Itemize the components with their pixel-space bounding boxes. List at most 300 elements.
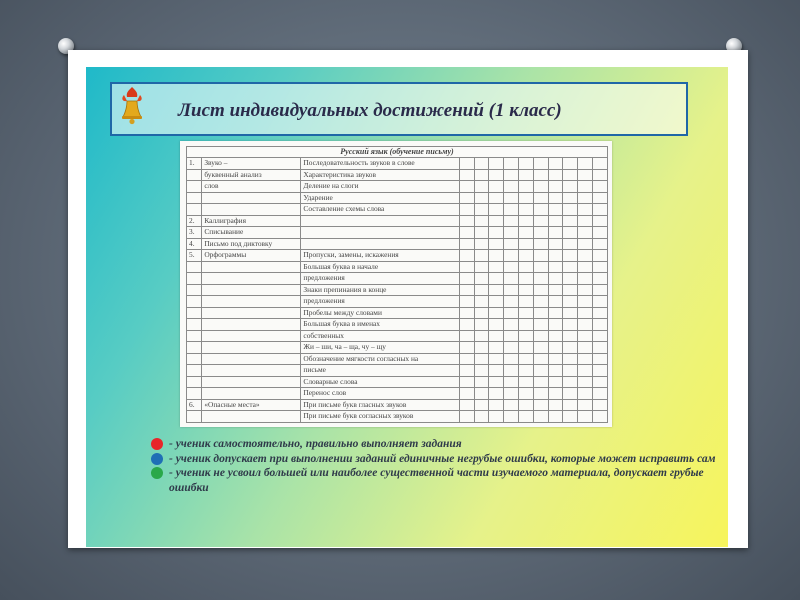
mark-cell <box>459 388 474 400</box>
mark-cell <box>533 411 548 423</box>
mark-cell <box>459 365 474 377</box>
table-row <box>187 261 608 273</box>
mark-cell <box>593 181 608 193</box>
table-row <box>187 388 608 400</box>
row-section <box>202 192 301 204</box>
mark-cell <box>474 388 489 400</box>
mark-cell <box>593 215 608 227</box>
mark-cell <box>489 399 504 411</box>
mark-cell <box>519 284 534 296</box>
row-item: При письме букв гласных звуков <box>301 399 459 411</box>
mark-cell <box>459 342 474 354</box>
mark-cell <box>548 181 563 193</box>
mark-cell <box>459 330 474 342</box>
mark-cell <box>548 250 563 262</box>
mark-cell <box>504 399 519 411</box>
row-number: 2. <box>187 215 202 227</box>
mark-cell <box>533 353 548 365</box>
mark-cell <box>459 192 474 204</box>
table-row <box>187 238 608 250</box>
mark-cell <box>533 192 548 204</box>
mark-cell <box>519 238 534 250</box>
mark-cell <box>504 215 519 227</box>
mark-cell <box>474 376 489 388</box>
legend-item-red <box>147 437 717 452</box>
mark-cell <box>474 169 489 181</box>
mark-cell <box>504 342 519 354</box>
row-number <box>187 296 202 308</box>
mark-cell <box>459 169 474 181</box>
row-number <box>187 365 202 377</box>
mark-cell <box>474 342 489 354</box>
row-number: 3. <box>187 227 202 239</box>
mark-cell <box>593 353 608 365</box>
mark-cell <box>578 238 593 250</box>
mark-cell <box>489 204 504 216</box>
mark-cell <box>578 192 593 204</box>
mark-cell <box>504 169 519 181</box>
table-row <box>187 215 608 227</box>
legend-item-blue <box>147 452 717 467</box>
mark-cell <box>474 158 489 170</box>
mark-cell <box>504 158 519 170</box>
mark-cell <box>474 192 489 204</box>
table-row <box>187 399 608 411</box>
row-number <box>187 307 202 319</box>
mark-cell <box>519 376 534 388</box>
mark-cell <box>489 227 504 239</box>
mark-cell <box>489 158 504 170</box>
table-row <box>187 365 608 377</box>
mark-cell <box>533 158 548 170</box>
mark-cell <box>548 330 563 342</box>
mark-cell <box>593 238 608 250</box>
mark-cell <box>533 307 548 319</box>
mark-cell <box>519 204 534 216</box>
mark-cell <box>593 158 608 170</box>
mark-cell <box>459 181 474 193</box>
row-section <box>202 261 301 273</box>
mark-cell <box>489 411 504 423</box>
mark-cell <box>519 215 534 227</box>
mark-cell <box>533 169 548 181</box>
row-number: 1. <box>187 158 202 170</box>
mark-cell <box>593 411 608 423</box>
mark-cell <box>578 227 593 239</box>
mark-cell <box>563 319 578 331</box>
mark-cell <box>563 215 578 227</box>
mark-cell <box>548 342 563 354</box>
mark-cell <box>459 215 474 227</box>
row-section <box>202 330 301 342</box>
mark-cell <box>563 158 578 170</box>
mark-cell <box>563 227 578 239</box>
mark-cell <box>578 365 593 377</box>
mark-cell <box>474 284 489 296</box>
mark-cell <box>578 181 593 193</box>
mark-cell <box>504 307 519 319</box>
row-item: предложения <box>301 273 459 285</box>
mark-cell <box>533 181 548 193</box>
mark-cell <box>533 227 548 239</box>
mark-cell <box>504 238 519 250</box>
mark-cell <box>519 342 534 354</box>
table-row <box>187 227 608 239</box>
row-item: Большая буква в начале <box>301 261 459 273</box>
table-row <box>187 319 608 331</box>
row-item: предложения <box>301 296 459 308</box>
row-section <box>202 365 301 377</box>
row-item: Деление на слоги <box>301 181 459 193</box>
mark-cell <box>563 296 578 308</box>
mark-cell <box>533 296 548 308</box>
row-number <box>187 388 202 400</box>
mark-cell <box>533 342 548 354</box>
mark-cell <box>533 204 548 216</box>
row-number <box>187 319 202 331</box>
mark-cell <box>504 388 519 400</box>
mark-cell <box>548 215 563 227</box>
mark-cell <box>593 296 608 308</box>
legend-text: - ученик не усвоил большей или наиболее существенной части изучаемого материала, допускает грубые ошибки <box>169 467 704 494</box>
row-number <box>187 284 202 296</box>
school-bell-icon <box>119 85 145 125</box>
row-item: Последовательность звуков в слове <box>301 158 459 170</box>
mark-cell <box>548 238 563 250</box>
mark-cell <box>533 250 548 262</box>
table-row <box>187 307 608 319</box>
row-item: Ударение <box>301 192 459 204</box>
row-number <box>187 181 202 193</box>
mark-cell <box>474 181 489 193</box>
row-section <box>202 319 301 331</box>
row-section: слов <box>202 181 301 193</box>
mark-cell <box>578 319 593 331</box>
mark-cell <box>578 330 593 342</box>
mark-cell <box>548 399 563 411</box>
mark-cell <box>489 388 504 400</box>
mark-cell <box>474 307 489 319</box>
mark-cell <box>489 376 504 388</box>
legend <box>147 437 717 495</box>
blue-circle-icon <box>151 453 163 465</box>
mark-cell <box>504 273 519 285</box>
mark-cell <box>563 192 578 204</box>
mark-cell <box>593 284 608 296</box>
mark-cell <box>548 411 563 423</box>
mark-cell <box>578 215 593 227</box>
mark-cell <box>519 261 534 273</box>
mark-cell <box>459 296 474 308</box>
red-circle-icon <box>151 438 163 450</box>
mark-cell <box>548 227 563 239</box>
mark-cell <box>578 399 593 411</box>
mark-cell <box>504 181 519 193</box>
mark-cell <box>533 388 548 400</box>
mark-cell <box>548 376 563 388</box>
mark-cell <box>504 296 519 308</box>
row-item: Жи – ши, ча – ща, чу – щу <box>301 342 459 354</box>
mark-cell <box>593 169 608 181</box>
mark-cell <box>578 342 593 354</box>
table-row <box>187 273 608 285</box>
row-section: Каллиграфия <box>202 215 301 227</box>
row-section <box>202 411 301 423</box>
mark-cell <box>578 388 593 400</box>
mark-cell <box>489 181 504 193</box>
row-item: Характеристика звуков <box>301 169 459 181</box>
green-circle-icon <box>151 467 163 479</box>
mark-cell <box>593 227 608 239</box>
achievement-table <box>186 146 608 423</box>
mark-cell <box>474 215 489 227</box>
mark-cell <box>563 169 578 181</box>
mark-cell <box>563 284 578 296</box>
mark-cell <box>563 307 578 319</box>
mark-cell <box>489 342 504 354</box>
mark-cell <box>474 353 489 365</box>
mark-cell <box>489 169 504 181</box>
mark-cell <box>563 330 578 342</box>
mark-cell <box>519 227 534 239</box>
table-header: Русский язык (обучение письму) <box>187 147 608 158</box>
row-item: собственных <box>301 330 459 342</box>
mark-cell <box>474 399 489 411</box>
mark-cell <box>578 273 593 285</box>
mark-cell <box>533 273 548 285</box>
table-row <box>187 169 608 181</box>
row-section <box>202 388 301 400</box>
mark-cell <box>593 307 608 319</box>
mark-cell <box>578 250 593 262</box>
mark-cell <box>578 169 593 181</box>
mark-cell <box>519 181 534 193</box>
mark-cell <box>489 273 504 285</box>
row-section: Орфограммы <box>202 250 301 262</box>
row-number: 4. <box>187 238 202 250</box>
mark-cell <box>474 227 489 239</box>
table-row <box>187 181 608 193</box>
mark-cell <box>459 227 474 239</box>
mark-cell <box>459 238 474 250</box>
mark-cell <box>578 307 593 319</box>
page-title: Лист индивидуальных достижений (1 класс) <box>178 100 562 121</box>
mark-cell <box>593 376 608 388</box>
mark-cell <box>548 296 563 308</box>
mark-cell <box>533 399 548 411</box>
mark-cell <box>563 238 578 250</box>
mark-cell <box>519 192 534 204</box>
mark-cell <box>474 296 489 308</box>
mark-cell <box>578 353 593 365</box>
mark-cell <box>504 365 519 377</box>
mark-cell <box>489 307 504 319</box>
mark-cell <box>548 319 563 331</box>
row-section: буквенный анализ <box>202 169 301 181</box>
row-number <box>187 330 202 342</box>
mark-cell <box>578 204 593 216</box>
row-section: Звуко – <box>202 158 301 170</box>
mark-cell <box>504 319 519 331</box>
mark-cell <box>519 388 534 400</box>
table-row <box>187 376 608 388</box>
mark-cell <box>459 319 474 331</box>
row-number <box>187 342 202 354</box>
row-section <box>202 296 301 308</box>
row-item <box>301 227 459 239</box>
mark-cell <box>459 307 474 319</box>
row-section <box>202 342 301 354</box>
mark-cell <box>459 411 474 423</box>
row-section <box>202 284 301 296</box>
mark-cell <box>489 330 504 342</box>
mark-cell <box>548 365 563 377</box>
mark-cell <box>489 319 504 331</box>
table-row <box>187 411 608 423</box>
mark-cell <box>578 284 593 296</box>
mark-cell <box>474 204 489 216</box>
row-number <box>187 273 202 285</box>
mark-cell <box>504 204 519 216</box>
table-header-row <box>187 147 608 158</box>
row-item <box>301 238 459 250</box>
legend-item-green <box>147 466 717 495</box>
mark-cell <box>593 261 608 273</box>
mark-cell <box>548 307 563 319</box>
row-item: Пробелы между словами <box>301 307 459 319</box>
mark-cell <box>489 284 504 296</box>
mark-cell <box>593 204 608 216</box>
row-section <box>202 204 301 216</box>
mark-cell <box>519 273 534 285</box>
table-row <box>187 158 608 170</box>
mark-cell <box>533 238 548 250</box>
mark-cell <box>593 399 608 411</box>
legend-text: - ученик самостоятельно, правильно выполняет задания <box>169 438 462 450</box>
mark-cell <box>504 192 519 204</box>
row-item: Большая буква в именах <box>301 319 459 331</box>
mark-cell <box>504 227 519 239</box>
row-number <box>187 411 202 423</box>
mark-cell <box>489 250 504 262</box>
table-row <box>187 296 608 308</box>
mark-cell <box>504 376 519 388</box>
mark-cell <box>533 319 548 331</box>
mark-cell <box>563 250 578 262</box>
mark-cell <box>563 273 578 285</box>
mark-cell <box>489 261 504 273</box>
row-section <box>202 376 301 388</box>
row-number <box>187 261 202 273</box>
row-number <box>187 353 202 365</box>
mark-cell <box>459 250 474 262</box>
legend-text: - ученик допускает при выполнении заданий единичные негрубые ошибки, которые может исправить сам <box>169 452 716 465</box>
mark-cell <box>593 365 608 377</box>
mark-cell <box>489 296 504 308</box>
row-section <box>202 273 301 285</box>
mark-cell <box>519 319 534 331</box>
mark-cell <box>459 376 474 388</box>
mark-cell <box>459 261 474 273</box>
mark-cell <box>578 158 593 170</box>
mark-cell <box>593 330 608 342</box>
row-item: Обозначение мягкости согласных на <box>301 353 459 365</box>
mark-cell <box>489 238 504 250</box>
mark-cell <box>519 411 534 423</box>
row-item: Составление схемы слова <box>301 204 459 216</box>
mark-cell <box>563 388 578 400</box>
row-number <box>187 204 202 216</box>
mark-cell <box>504 411 519 423</box>
row-item <box>301 215 459 227</box>
mark-cell <box>459 284 474 296</box>
mark-cell <box>578 376 593 388</box>
table-row <box>187 192 608 204</box>
mark-cell <box>519 169 534 181</box>
row-item: При письме букв согласных звуков <box>301 411 459 423</box>
mark-cell <box>593 273 608 285</box>
row-number <box>187 376 202 388</box>
table-row <box>187 330 608 342</box>
row-section <box>202 307 301 319</box>
mark-cell <box>459 399 474 411</box>
mark-cell <box>593 388 608 400</box>
mark-cell <box>593 192 608 204</box>
table-row <box>187 204 608 216</box>
mark-cell <box>519 365 534 377</box>
mark-cell <box>519 296 534 308</box>
mark-cell <box>563 365 578 377</box>
mark-cell <box>578 261 593 273</box>
mark-cell <box>548 388 563 400</box>
mark-cell <box>474 319 489 331</box>
mark-cell <box>563 353 578 365</box>
mark-cell <box>563 261 578 273</box>
row-number: 5. <box>187 250 202 262</box>
mark-cell <box>548 261 563 273</box>
mark-cell <box>489 215 504 227</box>
mark-cell <box>563 399 578 411</box>
row-item: Знаки препинания в конце <box>301 284 459 296</box>
mark-cell <box>578 411 593 423</box>
row-section: Списывание <box>202 227 301 239</box>
mark-cell <box>474 330 489 342</box>
mark-cell <box>548 353 563 365</box>
mark-cell <box>504 261 519 273</box>
mark-cell <box>563 181 578 193</box>
mark-cell <box>548 192 563 204</box>
row-item: письме <box>301 365 459 377</box>
mark-cell <box>504 284 519 296</box>
mark-cell <box>563 376 578 388</box>
mark-cell <box>489 365 504 377</box>
mark-cell <box>504 330 519 342</box>
row-section: «Опасные места» <box>202 399 301 411</box>
table-row <box>187 342 608 354</box>
mark-cell <box>593 342 608 354</box>
mark-cell <box>519 307 534 319</box>
mark-cell <box>563 204 578 216</box>
mark-cell <box>563 342 578 354</box>
table-row <box>187 284 608 296</box>
mark-cell <box>459 353 474 365</box>
mark-cell <box>474 238 489 250</box>
row-section: Письмо под диктовку <box>202 238 301 250</box>
mark-cell <box>504 353 519 365</box>
mark-cell <box>459 273 474 285</box>
mark-cell <box>474 365 489 377</box>
mark-cell <box>474 273 489 285</box>
